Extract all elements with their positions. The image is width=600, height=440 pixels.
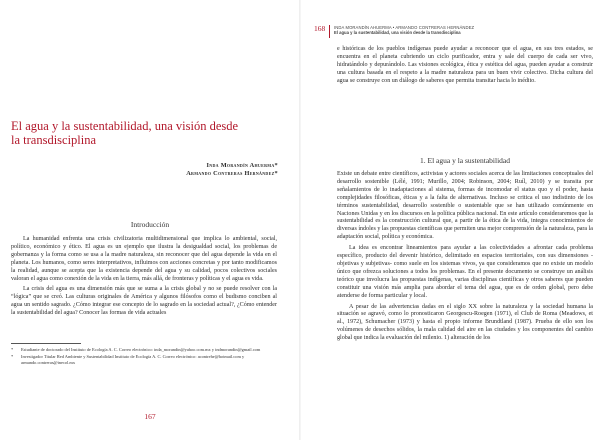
body-text [337,171,593,346]
footnote-mark: * [11,354,14,360]
body-text [337,46,593,89]
paragraph: La crisis del agua es una dimensión más que se suma a la crisis global y no se puede resolver con la “lógica” que se creó. Las culturas originales de América y algunos filósofos como el budismo conciben al agua un sentido sagrado. ¿Cómo integrar ese concepto de lo sagrado en la sociedad actual?, ¿Cómo entender la sustentabilidad del agua? Conocer las formas de vida actuales [11,286,277,317]
running-head-divider [329,25,330,38]
footnote-text: Estudiante de doctorado del Instituto de Ecología A. C. Correo electrónico: inda_morandin@yahoo.com.mx y indmorandin@gmail.com [21,347,261,352]
running-head [314,25,594,38]
paragraph: Existe un debate entre científicos, activistas y actores sociales acerca de las limitaciones conceptuales del desarrollo sostenible (Lélé, 1991; Murillo, 2004; Robinson, 2004; Ruíl, 2010) y se transita por señalamientos de lo inadaptaciones al sistema, formas de incomodar el status quo y el poder, hasta complejidades filosóficas, éticas y a la falta de alternativas. Incluso se critica el uso indistinto de los términos sustentabilidad, desarrollo sostenible o sustentable que se han utilizado comúnmente en Naciones Unidas y en los discursos en la política pública nacional. En este artículo consideraremos que la sustentabilidad es la construcción cultural que, a partir de la ética de la vida, integra conocimientos de diversas índoles y las propuestas científicas que permiten una mejor comprensión de la naturaleza, para la adaptación social, política y económica. [337,171,593,241]
footnote-divider [11,343,81,344]
author-name: Armando Contreras Hernández* [186,170,278,177]
paragraph: A pesar de las advertencias dadas en el siglo XX sobre la naturaleza y la sociedad humana la situación se agravó, como lo pronosticaron Georgescu-Roegen (1971), el Club de Roma (Meadows, et al., 1972), Schumacher (1973) y hasta el propio informe Brundtland (1987). Prueba de ello son los volúmenes de desechos sólidos, la mala calidad del aire en las ciudades y los componentes del cambio global que indica la evaluación del milenio. 1) alteración de los [337,303,593,342]
footnote [11,354,277,365]
footnotes [11,347,277,367]
paragraph: e históricas de los pueblos indígenas puede ayudar a reconocer que el agua, en sus tres estados, se encuentra en el planeta cubriendo un ciclo purificador, entra y sale del cuerpo de cada ser vivo, hidratándolo y depurándolo. Las visiones ecológica, ética y estética del agua, pueden ayudar a construir una cultura basada en el respeto a la madre naturaleza para un buen vivir colectivo. Dicha cultura del agua se construye con un diálogo de saberes que permita transitar hacia lo inédito. [337,46,593,84]
running-head-title: El agua y la sustentabilidad, una visión desde la transdisciplina [334,30,461,35]
footnote-text: Investigador Titular Red Ambiente y Sustentabilidad Instituto de Ecología A. C. Correo electrónico: acontrehe@hotmail.com y armando.contreras@inecol.mx [21,354,245,365]
article-title: El agua y la sustentabilidad, una visión desde la transdisciplina [11,119,239,148]
footnote-mark: * [11,347,14,352]
paragraph: La humanidad enfrenta una crisis civilizatoria multidimensional que implica lo ambiental, social, político, económico y ético. El agua es un ejemplo que ilustra la desigualdad social, los problemas de gobernanza y la forma como se usa a la madre naturaleza, sin reconocer que del agua depende la vida en el planeta. Los humanos, como seres interpretativos, influimos con acciones concretas y por tanto modificamos la realidad, aunque se acepta que la existencia depende del agua y su calidad, pocos colectivos sociales valoran el agua como conexión de la vida en la tierra, más allá, de fronteras y políticas y el agua es vida. [11,236,277,282]
footnote [11,347,277,353]
section-heading: 1. El agua y la sustentabilidad [420,156,510,165]
author-block [78,162,278,178]
page-number: 167 [144,412,156,421]
page-number: 168 [314,24,326,33]
section-heading: Introducción [130,220,170,229]
running-head-text [334,25,474,35]
author-name: Inda Morandín Ahuerma* [206,162,278,169]
running-head-authors: INDA MORANDÍN AHUERMA • ARMANDO CONTRERAS HERNÁNDEZ [334,25,475,30]
body-text [11,236,277,321]
paragraph: La idea es encontrar lineamientos para ayudar a las colectividades a afrontar cada problema específico, producto del devenir histórico, delimitado en espacios territoriales, con sus dimensiones -objetivas y subjetivas- como suele en los sistemas vivos, ya que consideramos que no existe un modelo único que ofrezca soluciones a todos los problemas. En el presente documento se construye un análisis teórico que involucra las propuestas indígenas, varias disciplinas científicas y otros saberes que pueden constituir una visión más amplia para abordar el tema del agua, que es de orden global, pero debe atenderse de forma particular y local. [337,245,593,299]
right-page [300,0,600,440]
